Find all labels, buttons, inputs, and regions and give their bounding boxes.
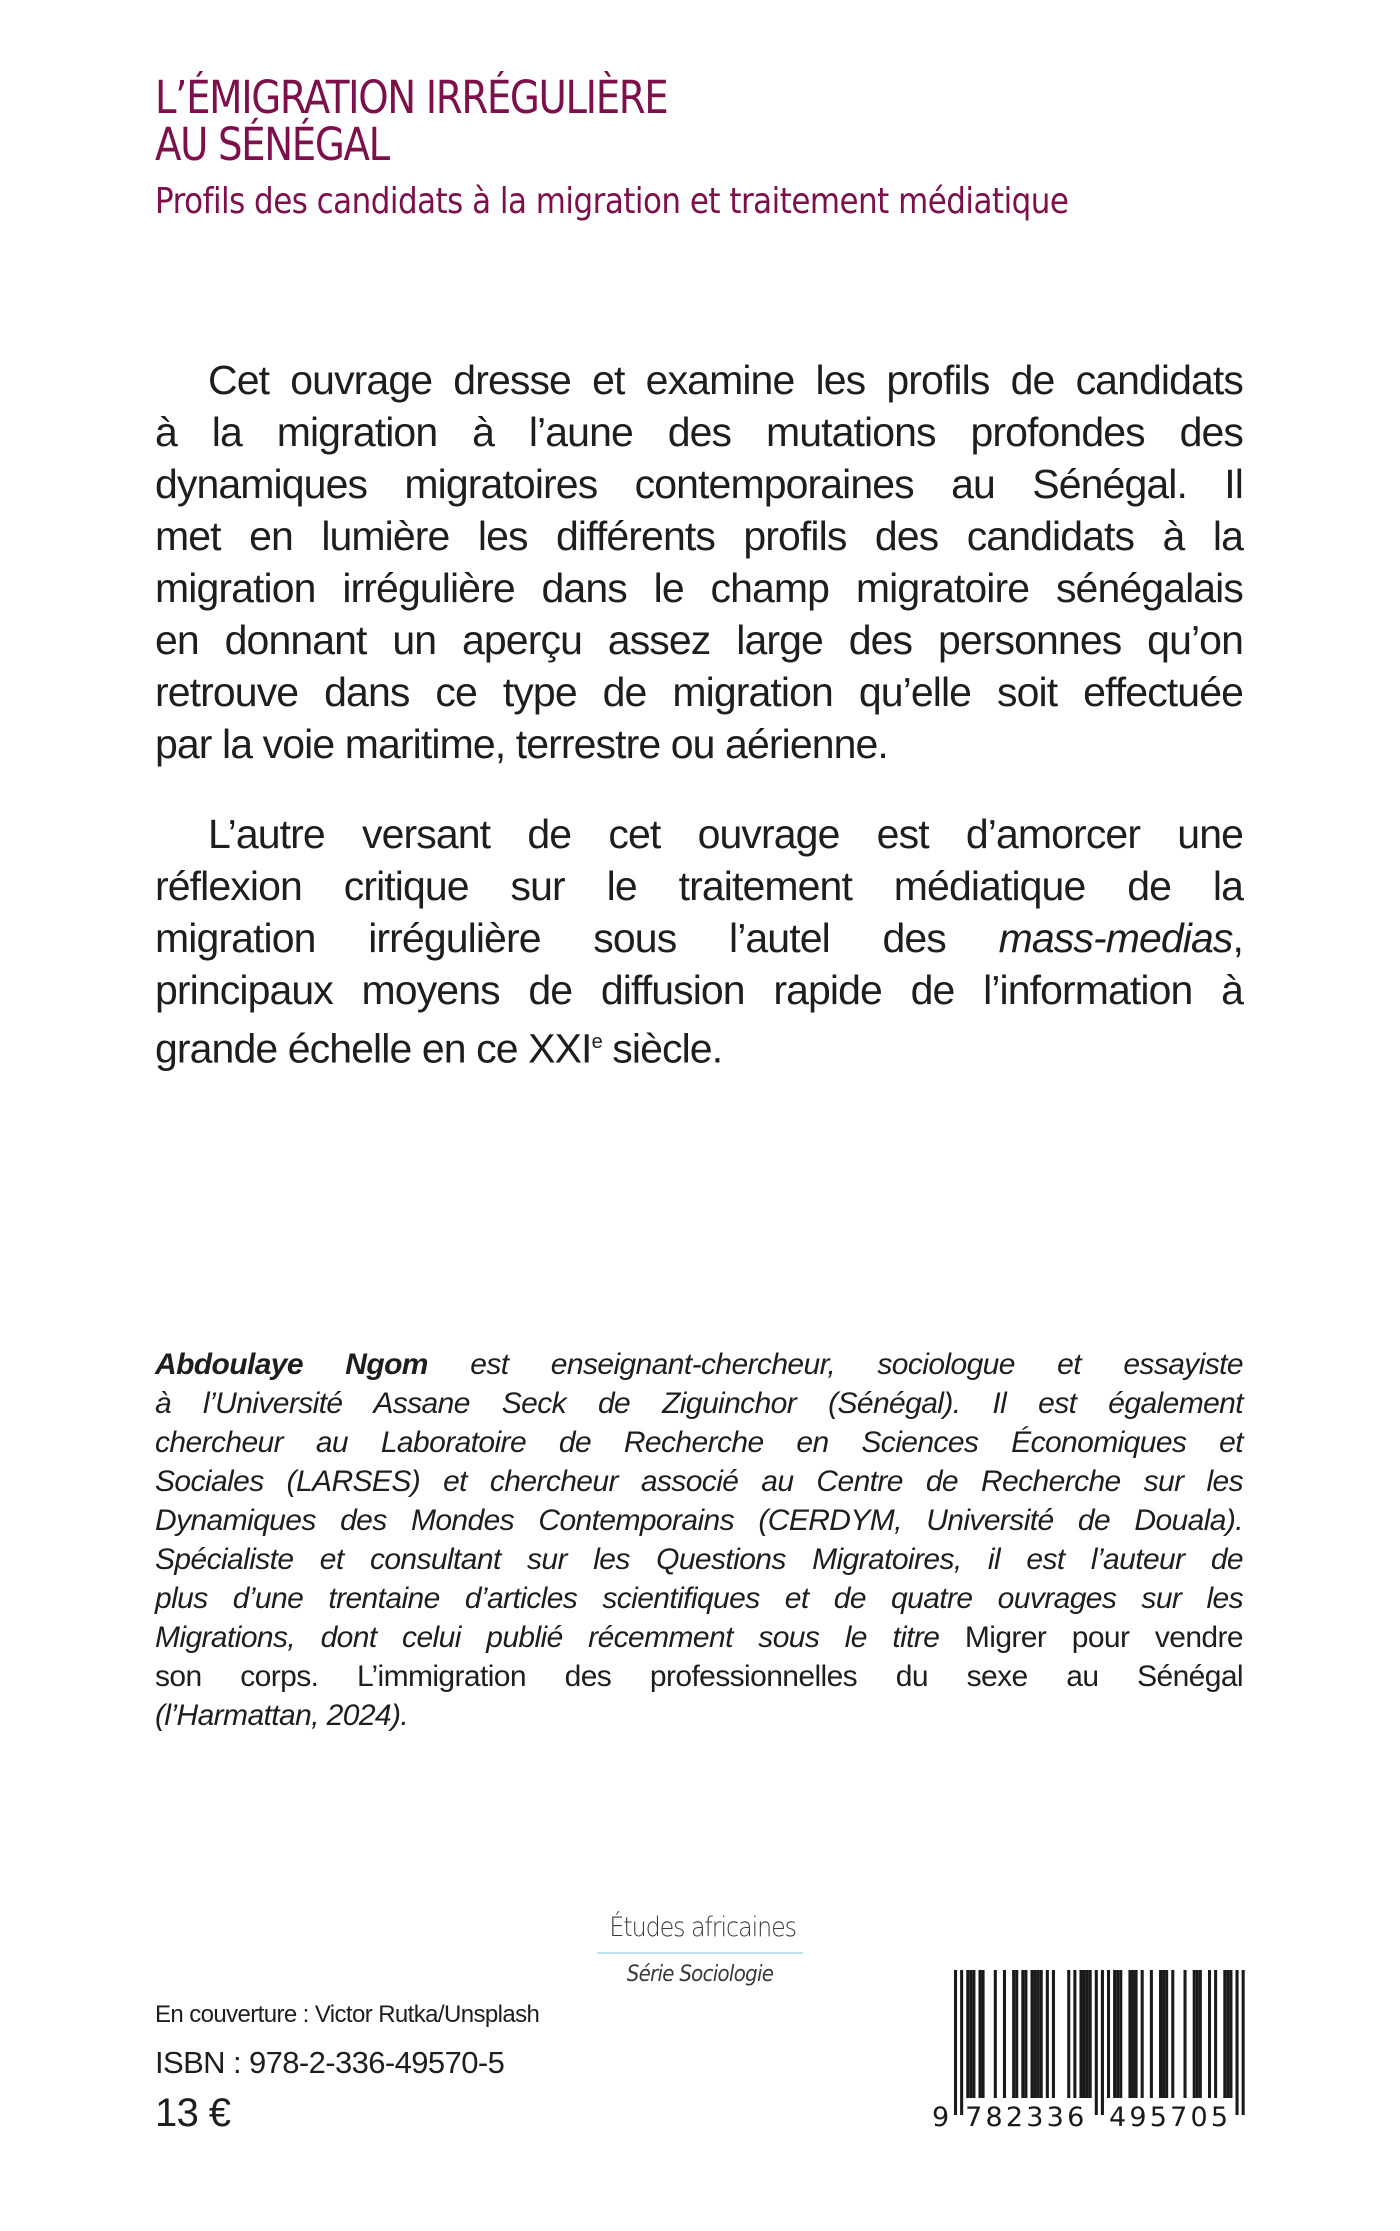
series-name: Études africaines — [609, 1912, 797, 1943]
summary-p1-line: par la voie maritime, terrestre ou aérienne. — [155, 721, 888, 767]
summary-p1-line: migration irrégulière dans le champ migratoire sénégalais — [155, 565, 1243, 611]
bio-line: Spécialiste et consultant sur les Questions Migratoires, il est l’auteur de — [155, 1543, 1243, 1576]
book-title-reference: Migrer pour vendre — [964, 1621, 1243, 1654]
isbn: ISBN : 978-2-336-49570-5 — [155, 2045, 505, 2080]
century-superscript: e — [591, 1031, 602, 1053]
book-title-line-2: AU SÉNÉGAL — [155, 118, 389, 171]
bio-line: son corps. L’immigration des professionnelles du sexe au Sénégal — [155, 1660, 1243, 1693]
summary-p1-line: dynamiques migratoires contemporaines au Sénégal. Il — [155, 461, 1243, 507]
summary-p2-line — [155, 1016, 1243, 1072]
text-run: grande échelle en ce XXI — [155, 1025, 592, 1072]
bio-line: (l’Harmattan, 2024). — [155, 1699, 409, 1732]
summary-p2-line — [155, 912, 1243, 964]
summary-p1-line: en donnant un aperçu assez large des personnes qu’on — [155, 617, 1243, 663]
summary-p2-line: L’autre versant de cet ouvrage est d’amorcer une — [208, 811, 1243, 857]
bio-line: Sociales (LARSES) et chercheur associé au Centre de Recherche sur les — [155, 1465, 1243, 1498]
price: 13 € — [155, 2091, 231, 2135]
author-bio — [155, 1345, 1243, 1735]
summary-p1-line: Cet ouvrage dresse et examine les profils de candidats — [208, 357, 1243, 403]
summary-p2-line: réflexion critique sur le traitement médiatique de la — [155, 863, 1243, 909]
author-name: Abdoulaye Ngom — [155, 1348, 428, 1381]
book-title — [155, 71, 668, 171]
summary-p2-line: principaux moyens de diffusion rapide de l’information à — [155, 967, 1243, 1013]
svg-text:782336: 782336 — [965, 2102, 1088, 2133]
ean13-barcode — [930, 1968, 1250, 2133]
summary-paragraph-2 — [155, 808, 1243, 1072]
text-run: migration irrégulière sous l’autel des — [155, 915, 999, 961]
series-divider — [597, 1952, 803, 1954]
summary-p1-line: à la migration à l’aune des mutations profondes des — [155, 409, 1243, 455]
cover-credit: En couverture : Victor Rutka/Unsplash — [155, 2001, 540, 2028]
text-run: Migrations, dont celui publié récemment sous le titre — [155, 1621, 965, 1654]
text-run: , — [1232, 915, 1243, 961]
series-logo — [597, 1908, 803, 1990]
svg-text:495705: 495705 — [1109, 2102, 1232, 2133]
bio-line: chercheur au Laboratoire de Recherche en Sciences Économiques et — [155, 1426, 1243, 1459]
bio-line: à l’Université Assane Seck de Ziguinchor (Sénégal). Il est également — [155, 1387, 1243, 1420]
text-run: est enseignant-chercheur, sociologue et essayiste — [427, 1348, 1243, 1381]
bio-line: Dynamiques des Mondes Contemporains (CERDYM, Université de Douala). — [155, 1504, 1243, 1537]
summary-paragraph-1 — [155, 354, 1243, 770]
mass-medias-italic: mass-medias — [998, 915, 1233, 961]
bio-line — [155, 1618, 1243, 1657]
bio-line — [155, 1345, 1243, 1384]
book-subtitle: Profils des candidats à la migration et traitement médiatique — [155, 181, 1069, 222]
summary-p1-line: retrouve dans ce type de migration qu’elle soit effectuée — [155, 669, 1243, 715]
bio-line: plus d’une trentaine d’articles scientifiques et de quatre ouvrages sur les — [155, 1582, 1243, 1615]
book-title-line-1: L’ÉMIGRATION IRRÉGULIÈRE — [155, 71, 668, 124]
svg-text:9: 9 — [932, 2102, 953, 2133]
text-run: siècle. — [601, 1025, 723, 1072]
barcode-icon — [930, 1968, 1250, 2133]
summary-p1-line: met en lumière les différents profils des candidats à la — [155, 513, 1243, 559]
subseries-name: Série Sociologie — [626, 1962, 774, 1987]
